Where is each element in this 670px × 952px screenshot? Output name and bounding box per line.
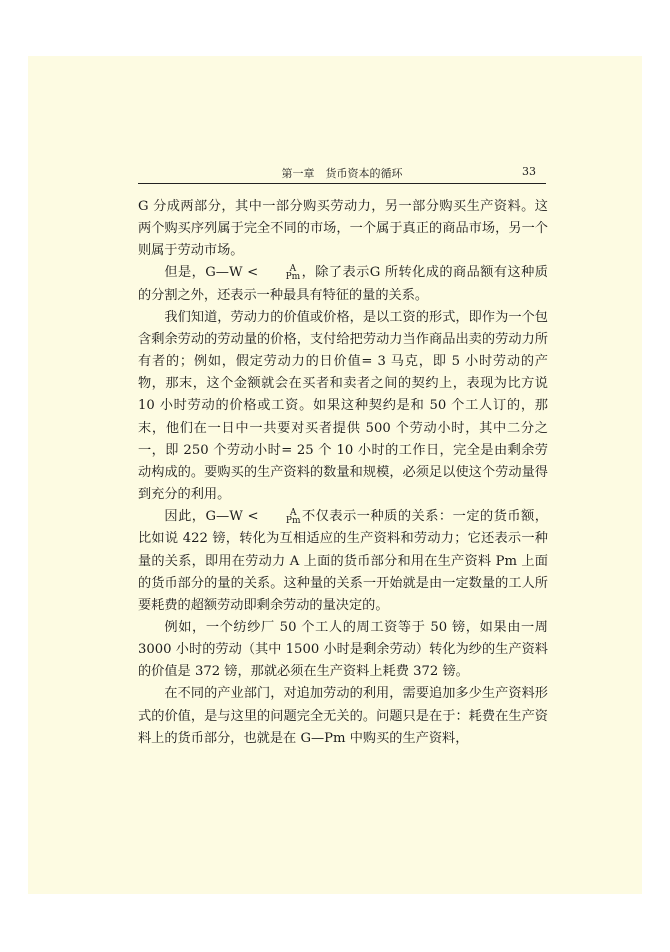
formula-fraction-2 xyxy=(260,509,301,525)
paragraph-5: 例如，一个纺纱厂 50 个工人的周工资等于 50 镑，如果由一周 3000 小时的劳动（其中 1500 小时是剩余劳动）转化为纱的生产资料的价值是 372 镑，那就必须在生产资料上耗费 372 镑。 xyxy=(138,619,548,680)
chapter-title: 第一章 货币资本的循环 xyxy=(281,167,403,180)
formula-top-2: A xyxy=(289,507,297,518)
formula-bottom-2: Pm xyxy=(285,515,301,526)
page-number: 33 xyxy=(522,165,536,178)
paragraph-2-end: ，除了表示G 所转化成的商品额有这种质的分割之外，还表示一种最具有特征的量的关系。 xyxy=(138,265,548,303)
paragraph-4-end: 不仅表示一种质的关系：一定的货币额，比如说 422 镑，转化为互相适应的生产资料和劳动力；它还表示一种量的关系，即用在劳动力 A 上面的货币部分和用在生产资料 Pm 上面的货币部分的量的关系。这种量的关系一开始就是由一定数量的工人所要耗费的超额劳动即剩余劳动的量决定的。 xyxy=(138,509,548,613)
running-header xyxy=(138,163,546,184)
body-text xyxy=(138,196,548,750)
formula-fraction xyxy=(259,265,300,281)
paragraph-2-start: 但是，G—W < xyxy=(164,265,259,281)
paragraph-3: 我们知道，劳动力的价值或价格，是以工资的形式，即作为一个包含剩余劳动的劳动量的价格，支付给把劳动力当作商品出卖的劳动力所有者的；例如，假定劳动力的日价值= 3 马克，即 5 小时劳动的产物，那末，这个金额就会在买者和卖者之间的契约上，表现为比方说 10 小时劳动的价格或工资。如果这种契约是和 50 个工人订的，那末，他们在一日中一共要对买者提供 500 个劳动小时，其中二分之一，即 250 个劳动小时= 25 个 10 小时的工作日，完全是由剩余劳动构成的。要购买的生产资料的数量和规模，必须足以使这个劳动量得到充分的利用。 xyxy=(138,309,548,503)
formula-bottom: Pm xyxy=(285,271,301,282)
formula-top: A xyxy=(289,263,297,274)
paragraph-1: G 分成两部分，其中一部分购买劳动力，另一部分购买生产资料。这两个购买序列属于完全不同的市场，一个属于真正的商品市场，另一个则属于劳动市场。 xyxy=(138,199,548,259)
paragraph-2 xyxy=(138,262,548,306)
paragraph-6: 在不同的产业部门，对追加劳动的利用，需要追加多少生产资料形式的价值，是与这里的问题完全无关的。问题只是在于：耗费在生产资料上的货币部分，也就是在 G—Pm 中购买的生产资料， xyxy=(138,686,548,746)
paragraph-4-start: 因此，G—W < xyxy=(164,509,259,525)
paragraph-4 xyxy=(138,506,548,617)
